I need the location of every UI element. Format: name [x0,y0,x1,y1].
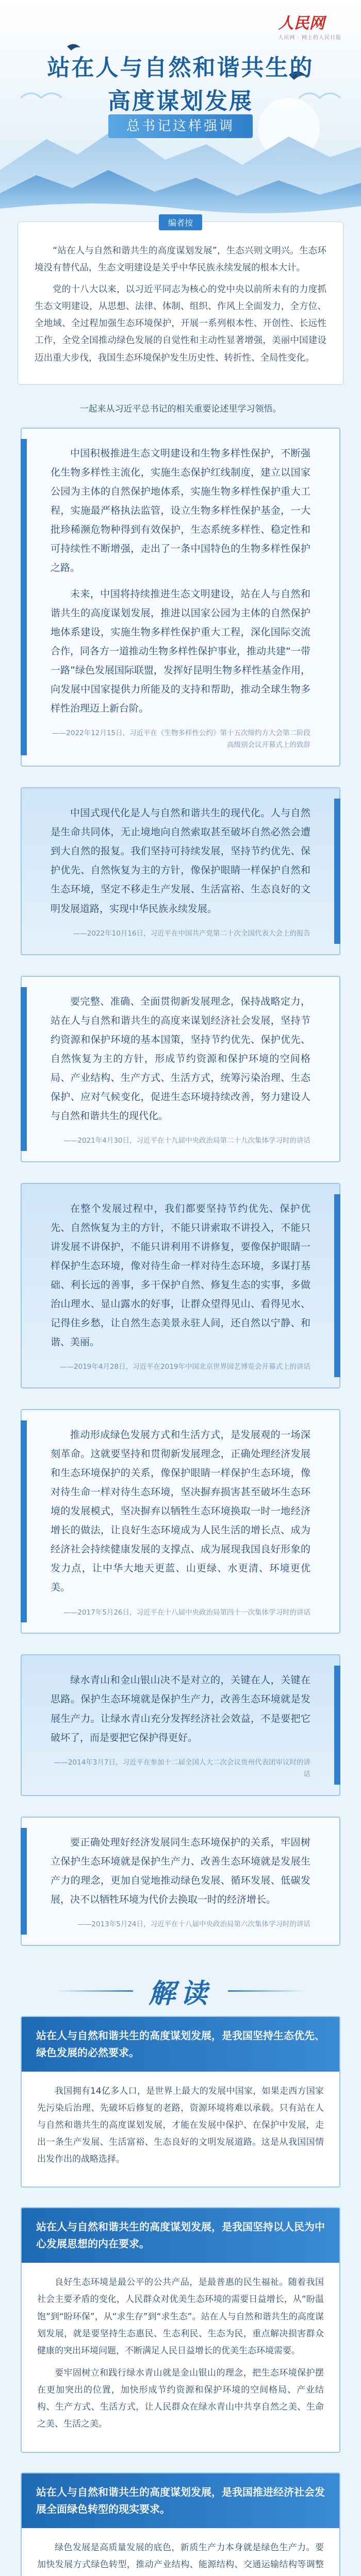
page-title-line1: 站在人与自然和谐共生的 [47,55,314,81]
quote-source: ——2019年4月28日，习近平在2019年中国北京世界园艺博览会开幕式上的讲话 [60,1363,310,1371]
quote-card [21,787,340,955]
analysis-card-body [22,2072,339,2187]
quote-text: 中国式现代化是人与自然和谐共生的现代化。人与自然是生命共同体，无止境地向自然索取甚至破坏自然必然会遭到大自然的报复。我们坚持可持续发展，坚持节约优先、保护优先、自然恢复为主的方针，像保护眼睛一样保护自然和生态环境，坚定不移走生产发展、生活富裕、生态良好的文明发展道路，实现中华民族永续发展。 [51,807,310,914]
editor-note-section [18,218,343,385]
analysis-paragraph: 要牢固树立和践行绿水青山就是金山银山的理念，把生态环境保护摆在更加突出的位置，加快形成节约资源和保护环境的空间格局、产业结构、生产方式、生活方式，让人民群众在绿水青山中共享自然之美、生命之美、生活之美。 [37,2368,324,2430]
analysis-card [21,2472,340,2576]
analysis-card-body [22,2528,339,2576]
card-accent-stripe [21,439,27,756]
quote-text: 绿水青山和金山银山决不是对立的，关键在人，关键在思路。保护生态环境就是保护生产力，改善生态环境就是发展生产力。让绿水青山充分发挥经济社会效益，不是要把它破坏了，而是要把它保护得更好。 [51,1674,310,1743]
quote-text: 未来，中国将持续推进生态文明建设，站在人与自然和谐共生的高度谋划发展，推进以国家公园为主体的自然保护地体系建设，实施生物多样性保护重大工程，深化国际交流合作，同各方一道推动生物多样性保护事业，推动共建“一带一路”绿色发展国际联盟，发挥好昆明生物多样性基金作用，向发展中国家提供力所能及的支持和帮助，推动全球生物多样性治理迈上新台阶。 [51,588,310,715]
quote-source: ——2022年10月16日，习近平在中国共产党第二十次全国代表大会上的报告 [73,929,310,938]
quote-card-content [22,788,339,954]
quote-cards-list [0,428,361,1946]
divider-line [228,1990,305,1992]
analysis-card-heading: 站在人与自然和谐共生的高度谋划发展，是我国坚持以人民为中心发展思想的内在要求。 [22,2208,339,2263]
quote-card-content [22,429,339,766]
quote-card-content [22,977,339,1161]
analysis-card [21,2207,340,2452]
quote-card-content [22,1655,339,1794]
logo-text: 人民网 [278,14,325,32]
quote-card [21,428,340,767]
card-accent-stripe [21,1828,27,1935]
quote-card-content [22,1818,339,1945]
page-title-line2: 高度谋划发展 [108,88,253,114]
quote-text: 中国积极推进生态文明建设和生物多样性保护，不断强化生物多样性主流化，实施生态保护红线制度，建立以国家公园为主体的自然保护地体系，实施生物多样性保护重大工程，实施最严格执法监管，设立生物多样性保护基金，一大批珍稀濒危物种得到有效保护，生态系统多样性、稳定性和可持续性不断增强，走出了一条中国特色的生物多样性保护之路。 [51,447,310,574]
analysis-title: 解读 [148,1978,212,2010]
quote-card [21,1654,340,1795]
analysis-heading [0,1967,361,2016]
hero-banner [0,0,361,222]
quote-source: ——2017年5月26日，习近平在十八届中央政治局第四十一次集体学习时的讲话 [63,1608,310,1617]
analysis-paragraph: 良好生态环境是最公平的公共产品，是最普惠的民生福祉。随着我国社会主要矛盾的变化，人民群众对优美生态环境的需要日益增长，从“盼温饱”到“盼环保”，从“求生存”到“求生态”。站在人与自然和谐共生的高度谋划发展，就是要坚持生态惠民、生态利民、生态为民，重点解决损害群众健康的突出环境问题，不断满足人民日益增长的优美生态环境需要。 [37,2277,324,2356]
quote-source: ——2021年4月30日，习近平在十九届中央政治局第二十九次集体学习时的讲话 [63,1136,310,1145]
card-accent-stripe [334,1194,340,1377]
analysis-cards-list [0,2016,361,2576]
quote-source: ——2022年12月15日，习近平在《生物多样性公约》第十五次缔约方大会第二阶段高级别会议开幕式上的致辞 [52,729,310,750]
card-accent-stripe [334,799,340,943]
quote-card [21,1183,340,1388]
quote-card [21,976,340,1162]
quote-text: 要完整、准确、全面贯彻新发展理念，保持战略定力，站在人与自然和谐共生的高度来谋划经济社会发展，坚持节约资源和保护环境的基本国策，坚持节约优先、保护优先、自然恢复为主的方针，形成节约资源和保护环境的空间格局、产业结构、生产方式、生活方式，统筹污染治理、生态保护、应对气候变化，促进生态环境持续改善，努力建设人与自然和谐共生的现代化。 [51,995,310,1122]
quote-text: 要正确处理好经济发展同生态环境保护的关系，牢固树立保护生态环境就是保护生产力、改善生态环境就是发展生产力的理念，更加自觉地推动绿色发展、循环发展、低碳发展，决不以牺牲环境为代价去换取一时的经济增长。 [51,1836,310,1905]
analysis-card-heading: 站在人与自然和谐共生的高度谋划发展，是我国坚持生态优先、绿色发展的必然要求。 [22,2017,339,2072]
analysis-paragraph: 我国拥有14亿多人口，是世界上最大的发展中国家，如果走西方国家先污染后治理、先破坏后修复的老路，资源环境将难以承载。只有站在人与自然和谐共生的高度谋划发展，才能在发展中保护、在保护中发展，走出一条生产发展、生活富裕、生态良好的文明发展道路。这是从我国国情出发作出的战略选择。 [37,2086,324,2165]
page-subtitle-badge: 总书记这样强调 [108,114,253,138]
editor-note-paragraph: 党的十八大以来，以习近平同志为核心的党中央以前所未有的力度抓生态文明建设，从思想、法律、体制、组织、作风上全面发力，全方位、全地域、全过程加强生态环境保护，开展一系列根本性、开创性、长远性工作，全党全国推动绿色发展的自觉性和主动性显著增强，美丽中国建设迈出重大步伐，我国生态环境保护发生历史性、转折性、全局性变化。 [35,284,326,363]
analysis-card-heading: 站在人与自然和谐共生的高度谋划发展，是我国推进经济社会发展全面绿色转型的现实要求。 [22,2473,339,2528]
quote-source: ——2013年5月24日，习近平在十八届中央政治局第六次集体学习时的讲话 [77,1920,310,1928]
quote-card-content [22,1184,339,1387]
lead-sentence: 一起来从习近平总书记的相关重要论述里学习领悟。 [79,403,282,414]
divider-line [56,1990,133,1992]
quote-text: 在整个发展过程中，我们都要坚持节约优先、保护优先、自然恢复为主的方针，不能只讲索取不讲投入，不能只讲发展不讲保护，不能只讲利用不讲修复，要像保护眼睛一样保护生态环境，像对待生命一样对待生态环境，多谋打基础、利长远的善事，多干保护自然、修复生态的实事，多做治山理水、显山露水的好事，让群众望得见山、看得见水、记得住乡愁，让自然生态美景永驻人间，还自然以宁静、和谐、美丽。 [51,1202,310,1348]
analysis-card [21,2016,340,2188]
quote-card [21,1817,340,1946]
card-accent-stripe [334,1666,340,1784]
editor-note-tag: 编者按 [159,214,202,230]
analysis-paragraph: 绿色发展是高质量发展的底色，新质生产力本身就是绿色生产力。要加快发展方式绿色转型，推动产业结构、能源结构、交通运输结构等调整 [37,2542,324,2570]
people-daily-logo[interactable] [278,10,341,41]
editor-note-paragraph: “站在人与自然和谐共生的高度谋划发展”，生态兴则文明兴。生态环境没有替代品，生态文明建设是关乎中华民族永续发展的根本大计。 [35,246,326,274]
quote-card [21,1409,340,1634]
editor-note-card [18,222,343,385]
analysis-card-body [22,2263,339,2451]
quote-source: ——2014年3月7日，习近平在参加十二届全国人大二次会议贵州代表团审议时的讲话 [54,1758,310,1778]
quote-text: 推动形成绿色发展方式和生活方式，是发展观的一场深刻革命。这就要坚持和贯彻新发展理念，正确处理经济发展和生态环境保护的关系，像保护眼睛一样保护生态环境，像对待生命一样对待生态环境，坚决摒弃损害甚至破坏生态环境的发展模式，坚决摒弃以牺牲生态环境换取一时一地经济增长的做法，让良好生态环境成为人民生活的增长点、成为经济社会持续健康发展的支撑点、成为展现我国良好形象的发力点，让中华大地天更蓝、山更绿、水更清、环境更优美。 [51,1429,310,1594]
card-accent-stripe [21,1420,27,1622]
logo-subtext: 人民网 · 网上的人民日报 [278,35,341,41]
card-accent-stripe [21,987,27,1151]
quote-card-content [22,1410,339,1633]
